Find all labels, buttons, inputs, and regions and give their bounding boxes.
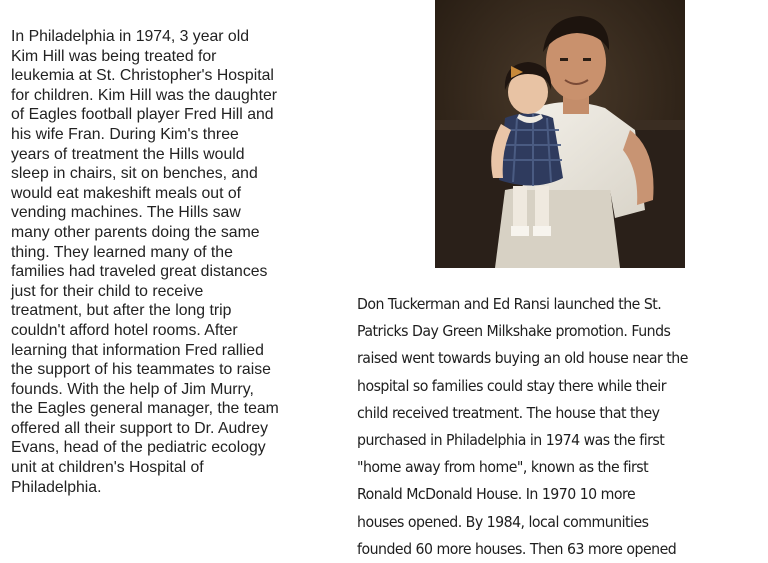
text-line: of Eagles football player Fred Hill and: [11, 106, 274, 124]
text-line: his wife Fran. During Kim's three: [11, 125, 239, 143]
text-line: families had traveled great distances: [11, 263, 268, 281]
text-line: Kim Hill was being treated for: [11, 47, 217, 65]
text-line: In Philadelphia in 1974, 3 year old: [11, 28, 250, 45]
text-line: Patricks Day Green Milkshake promotion. Funds: [357, 322, 671, 341]
text-line: treatment, but after the long trip: [11, 302, 232, 320]
text-line: "home away from home", known as the first: [357, 458, 649, 477]
text-line: Philadelphia.: [11, 478, 102, 496]
text-line: houses opened. By 1984, local communities: [357, 512, 649, 531]
text-line: Evans, head of the pediatric ecology: [11, 439, 266, 457]
text-line: thing. They learned many of the: [11, 243, 233, 261]
text-line: learning that information Fred rallied: [11, 341, 264, 359]
text-line: unit at children's Hospital of: [11, 459, 204, 477]
text-line: many other parents doing the same: [11, 223, 260, 241]
text-line: founded 60 more houses. Then 63 more opened: [357, 539, 677, 558]
text-line: child received treatment. The house that they: [357, 403, 660, 422]
text-line: years of treatment the Hills would: [11, 145, 245, 163]
text-line: the support of his teammates to raise: [11, 361, 271, 379]
text-line: purchased in Philadelphia in 1974 was the first: [357, 431, 665, 450]
text-line: just for their child to receive: [11, 282, 204, 300]
left-paragraph: [11, 27, 341, 497]
text-line: Ronald McDonald House. In 1970 10 more: [357, 485, 636, 504]
text-line: for children. Kim Hill was the daughter: [11, 86, 278, 104]
text-line: the Eagles general manager, the team: [11, 400, 279, 418]
text-line: sleep in chairs, sit on benches, and: [11, 165, 258, 183]
text-line: couldn't afford hotel rooms. After: [11, 321, 238, 339]
family-photo: [435, 0, 685, 268]
text-line: vending machines. The Hills saw: [11, 204, 241, 222]
text-line: founds. With the help of Jim Murry,: [11, 380, 254, 398]
text-line: Don Tuckerman and Ed Ransi launched the St.: [357, 295, 662, 313]
right-paragraph: [357, 291, 734, 563]
text-line: leukemia at St. Christopher's Hospital: [11, 67, 274, 85]
text-line: offered all their support to Dr. Audrey: [11, 419, 268, 437]
text-line: would eat makeshift meals out of: [11, 184, 242, 202]
text-line: raised went towards buying an old house near the: [357, 349, 688, 368]
text-line: hospital so families could stay there while their: [357, 376, 667, 395]
